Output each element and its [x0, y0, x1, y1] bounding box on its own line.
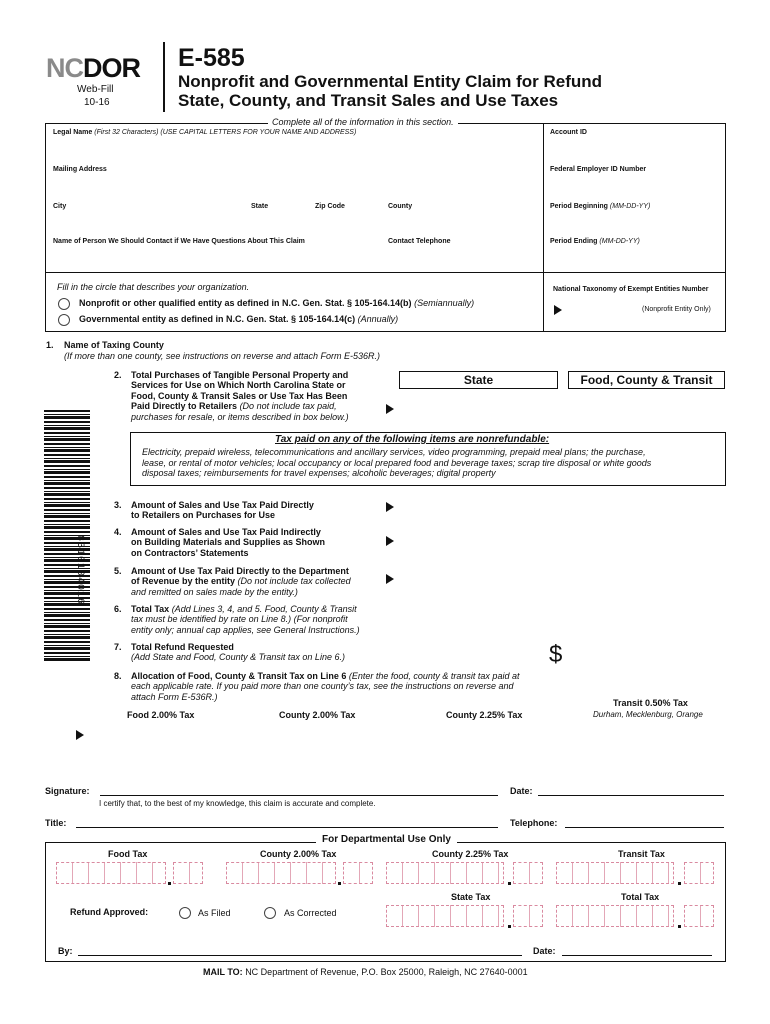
legal-name-label — [53, 129, 356, 136]
signature-label: Signature: — [45, 786, 90, 796]
dept-county200-label: County 2.00% Tax — [260, 849, 337, 859]
nonprofit-option — [79, 298, 474, 308]
refund-approved-label: Refund Approved: — [70, 907, 149, 917]
line2-text-d: Paid Directly to Retailers — [131, 401, 238, 412]
form-version: 10-16 — [84, 97, 110, 108]
telephone-label: Telephone: — [510, 818, 558, 828]
dept-transit-cents[interactable] — [684, 862, 714, 884]
transit-label: Transit 0.50% Tax — [613, 698, 688, 708]
mailing-address-label: Mailing Address — [53, 166, 107, 173]
dept-food-label: Food Tax — [108, 849, 148, 859]
as-corrected-label: As Corrected — [284, 908, 337, 918]
ncdor-logo — [46, 53, 140, 84]
line3-arrow-icon — [386, 502, 394, 512]
departmental-heading: For Departmental Use Only — [316, 834, 457, 845]
org-prompt: Fill in the circle that describes your organization. — [57, 282, 250, 292]
certify-text: I certify that, to the best of my knowledge, this claim is accurate and complete. — [99, 799, 376, 808]
nonrefundable-line2: lease, or rental of motor vehicles; local occupancy or local prepared food and beverage taxes; scrap tire disposal or white goods — [142, 457, 652, 468]
barcode-number: 8310104016 — [74, 535, 85, 606]
line6-text-a: Total Tax — [131, 604, 170, 614]
contact-phone-label: Contact Telephone — [388, 238, 451, 245]
transit-note: Durham, Mecklenburg, Orange — [593, 710, 703, 719]
period-begin-text: Period Beginning — [550, 203, 608, 210]
line5-text-b: of Revenue by the entity — [131, 576, 236, 587]
line6-text-a-note: (Add Lines 3, 4, and 5. Food, County & Transit — [171, 604, 357, 614]
dept-date-label: Date: — [533, 946, 556, 956]
dept-transit-label: Transit Tax — [618, 849, 665, 859]
line4-text-b: on Building Materials and Supplies as Shown — [131, 537, 326, 548]
line6-text-c: entity only; annual cap applies, see General Instructions.) — [131, 624, 360, 635]
county-200-label: County 2.00% Tax — [279, 710, 356, 720]
dept-county225-decimal — [508, 882, 511, 885]
dept-total-entry[interactable] — [556, 905, 674, 927]
line3-label — [131, 500, 314, 521]
governmental-option-text: Governmental entity as defined in N.C. Gen. Stat. § 105-164.14(c) — [79, 314, 356, 324]
line5-text-a: Amount of Use Tax Paid Directly to the Department — [131, 566, 349, 576]
ntee-arrow-icon — [554, 305, 562, 315]
dept-transit-entry[interactable] — [556, 862, 674, 884]
line3-text-b: to Retailers on Purchases for Use — [131, 510, 276, 521]
line2-label — [131, 370, 349, 422]
webfill-label: Web-Fill — [77, 84, 114, 95]
period-begin-format: (MM-DD-YY) — [609, 203, 651, 210]
mail-to-label: MAIL TO: — [203, 967, 243, 977]
dept-state-decimal — [508, 925, 511, 928]
by-line[interactable] — [78, 955, 522, 956]
line2-text-b: Services for Use on Which North Carolina State or — [131, 380, 346, 391]
form-number: E-585 — [178, 44, 245, 72]
county-225-label: County 2.25% Tax — [446, 710, 523, 720]
dept-state-entry[interactable] — [386, 905, 504, 927]
line8-arrow-icon — [76, 730, 84, 740]
as-filed-radio[interactable] — [179, 907, 191, 919]
line6-label — [131, 604, 360, 635]
dept-county225-cents[interactable] — [513, 862, 543, 884]
period-begin-label — [550, 203, 650, 210]
as-filed-label: As Filed — [198, 908, 231, 918]
line1-number: 1. — [46, 340, 54, 350]
line8-text-b: each applicable rate. If you paid more than one county’s tax, see the instructions on reverse and — [131, 681, 514, 692]
nonprofit-radio[interactable] — [58, 298, 70, 310]
dept-total-cents[interactable] — [684, 905, 714, 927]
state-label: State — [251, 203, 269, 210]
nonrefundable-line3: disposal taxes; reimbursements for travel expenses; alcoholic beverages; digital property — [142, 468, 496, 478]
dept-total-decimal — [678, 925, 681, 928]
line7-number: 7. — [114, 642, 122, 652]
period-end-text: Period Ending — [550, 238, 598, 245]
line8-text-a: Allocation of Food, County & Transit Tax on Line 6 — [131, 671, 347, 681]
line8-text-c: attach Form E-536R.) — [131, 691, 218, 702]
line2-text-d-note: (Do not include tax paid, — [239, 401, 337, 412]
line3-number: 3. — [114, 500, 122, 510]
nonprofit-option-text: Nonprofit or other qualified entity as defined in N.C. Gen. Stat. § 105-164.14(b) — [79, 298, 412, 308]
nonrefundable-line1: Electricity, prepaid wireless, telecommunications and ancillary services, video programming, prepaid meal plans; the purchase, — [142, 447, 646, 457]
dept-date-line[interactable] — [562, 955, 712, 956]
line2-text-e: purchases for resale, or items described in box below.) — [131, 411, 349, 422]
dollar-sign: $ — [549, 641, 563, 668]
line1-note: (If more than one county, see instructions on reverse and attach Form E-536R.) — [64, 351, 380, 361]
nonrefundable-title: Tax paid on any of the following items are nonrefundable: — [275, 434, 550, 445]
line2-number: 2. — [114, 370, 122, 380]
line8-text-a-note: (Enter the food, county & transit tax paid at — [348, 671, 520, 681]
governmental-option-note: (Annually) — [357, 314, 399, 324]
dept-county200-cents[interactable] — [343, 862, 373, 884]
line5-arrow-icon — [386, 574, 394, 584]
line5-text-c: and remitted on sales made by the entity.) — [131, 586, 298, 597]
logo-nc-text: NC — [46, 53, 83, 83]
complete-note: Complete all of the information in this section. — [268, 117, 458, 127]
state-column-header: State — [399, 371, 558, 389]
form-title-line2: State, County, and Transit Sales and Use Taxes — [178, 91, 559, 110]
nonrefundable-items — [142, 447, 651, 479]
line6-number: 6. — [114, 604, 122, 614]
line2-arrow-icon — [386, 404, 394, 414]
line8-number: 8. — [114, 671, 122, 681]
line5-text-b-note: (Do not include tax collected — [237, 576, 351, 587]
telephone-line[interactable] — [565, 827, 724, 828]
period-end-label — [550, 238, 640, 245]
account-id-label: Account ID — [550, 129, 587, 136]
nonprofit-option-note: (Semiannually) — [414, 298, 475, 308]
logo-dor-text: DOR — [83, 53, 140, 83]
mail-to — [203, 967, 528, 977]
dept-county200-entry[interactable] — [226, 862, 336, 884]
line7-label — [131, 642, 345, 663]
line2-text-a: Total Purchases of Tangible Personal Property and — [131, 370, 349, 380]
county-label: County — [388, 203, 413, 210]
dept-total-label: Total Tax — [621, 892, 660, 902]
dept-county225-label: County 2.25% Tax — [432, 849, 509, 859]
food-tax-label: Food 2.00% Tax — [127, 710, 195, 720]
dept-transit-decimal — [678, 882, 681, 885]
line4-label — [131, 527, 325, 558]
line4-text-a: Amount of Sales and Use Tax Paid Indirectly — [131, 527, 321, 537]
line7-text-a: Total Refund Requested — [131, 642, 234, 652]
signature-date-line[interactable] — [538, 795, 724, 796]
by-label: By: — [58, 946, 73, 956]
line7-text-b: (Add State and Food, County & Transit tax on Line 6.) — [131, 652, 345, 663]
governmental-radio[interactable] — [58, 314, 70, 326]
line8-label — [131, 671, 519, 702]
zip-label: Zip Code — [315, 203, 345, 210]
dept-food-decimal — [168, 882, 171, 885]
fct-column-header: Food, County & Transit — [568, 371, 725, 389]
dept-state-cents[interactable] — [513, 905, 543, 927]
dept-state-label: State Tax — [451, 892, 491, 902]
signature-line[interactable] — [100, 795, 498, 796]
city-label: City — [53, 203, 67, 210]
dept-county225-entry[interactable] — [386, 862, 504, 884]
title-line[interactable] — [76, 827, 498, 828]
line5-number: 5. — [114, 566, 122, 576]
line2-text-c: Food, County & Transit Sales or Use Tax Has Been — [131, 390, 348, 401]
as-corrected-radio[interactable] — [264, 907, 276, 919]
mail-to-address: NC Department of Revenue, P.O. Box 25000, Raleigh, NC 27640-0001 — [245, 967, 528, 977]
line1-label: Name of Taxing County — [64, 340, 164, 350]
period-end-format: (MM-DD-YY) — [599, 238, 640, 245]
line6-text-b: tax must be identified by rate on Line 8.) (For nonprofit — [131, 614, 348, 625]
contact-name-label: Name of Person We Should Contact if We Have Questions About This Claim — [53, 238, 305, 245]
dept-food-entry[interactable] — [56, 862, 166, 884]
legal-name-note: (First 32 Characters) (USE CAPITAL LETTERS FOR YOUR NAME AND ADDRESS) — [94, 129, 357, 136]
line5-label — [131, 566, 351, 597]
form-title-line1: Nonprofit and Governmental Entity Claim for Refund — [178, 72, 603, 91]
title-label: Title: — [45, 818, 67, 828]
departmental-use-box — [45, 842, 726, 962]
info-divider — [543, 123, 544, 332]
line3-text-a: Amount of Sales and Use Tax Paid Directly — [131, 500, 314, 510]
ntee-label: National Taxonomy of Exempt Entities Number — [553, 286, 709, 293]
ntee-note: (Nonprofit Entity Only) — [642, 306, 711, 313]
line4-text-c: on Contractors’ Statements — [131, 547, 249, 558]
signature-date-label: Date: — [510, 786, 533, 796]
dept-food-cents[interactable] — [173, 862, 203, 884]
fein-label: Federal Employer ID Number — [550, 166, 647, 173]
legal-name-bold: Legal Name — [53, 129, 93, 136]
dept-county200-decimal — [338, 882, 341, 885]
info-separator — [45, 272, 726, 273]
governmental-option — [79, 314, 398, 324]
header-divider — [163, 42, 165, 112]
line4-arrow-icon — [386, 536, 394, 546]
line4-number: 4. — [114, 527, 122, 537]
